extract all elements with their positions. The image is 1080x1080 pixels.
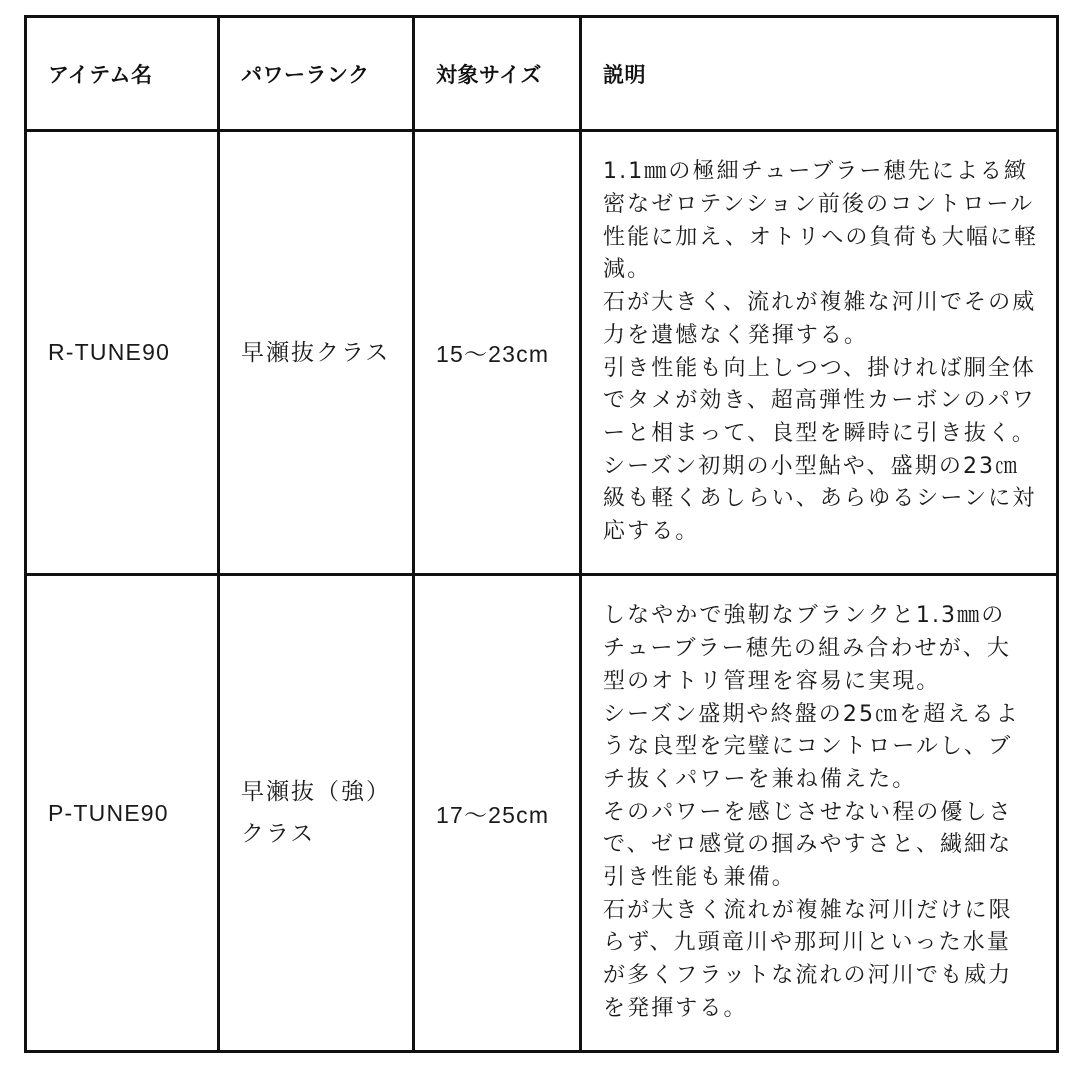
table-header [26, 17, 1058, 131]
description-line: 引き性能も向上しつつ、掛ければ胴全体 [603, 355, 1036, 381]
description-cell [581, 575, 1058, 1052]
description-line: ーと相まって、良型を瞬時に引き抜く。 [603, 420, 1036, 446]
description-line: 応する。 [603, 519, 700, 545]
description-line: 密なゼロテンション前後のコントロール [603, 191, 1035, 217]
description-line: 減。 [603, 257, 652, 283]
power-rank-cell [219, 575, 414, 1052]
description-line: 級も軽くあしらい、あらゆるシーンに対 [603, 486, 1037, 512]
description-line: 引き性能も兼備。 [603, 865, 796, 891]
description-line: で、ゼロ感覚の掴みやすさと、繊細な [603, 832, 1013, 858]
description-line: 性能に加え、オトリへの負荷も大幅に軽 [603, 224, 1039, 250]
description-line: そのパワーを感じさせない程の優しさ [603, 799, 1013, 825]
product-comparison-table-container [24, 15, 1056, 1053]
table-row [26, 575, 1058, 1052]
power-rank-cell [219, 131, 414, 575]
header-description: 説明 [581, 17, 1058, 131]
table-row [26, 131, 1058, 575]
description-line: を発揮する。 [603, 995, 748, 1021]
item-name-cell: P-TUNE90 [26, 575, 219, 1052]
description-line: 型のオトリ管理を容易に実現。 [603, 668, 941, 694]
table-body [26, 131, 1058, 1052]
description-line: 石が大きく、流れが複雑な河川でその威 [603, 290, 1037, 316]
description-line: 1.1㎜の極細チューブラー穂先による緻 [603, 159, 1029, 185]
description-cell [581, 131, 1058, 575]
description-line: らず、九頭竜川や那珂川といった水量 [603, 930, 1011, 956]
description-line: でタメが効き、超高弾性カーボンのパワ [603, 388, 1036, 414]
header-target-size: 対象サイズ [414, 17, 581, 131]
description-line: 力を遺憾なく発揮する。 [603, 322, 869, 348]
product-comparison-table [24, 15, 1059, 1053]
header-item-name: アイテム名 [26, 17, 219, 131]
description-line: シーズン盛期や終盤の25㎝を超えるよ [603, 701, 1020, 727]
description-line: チ抜くパワーを兼ね備えた。 [603, 766, 917, 792]
description-line: うな良型を完璧にコントロールし、ブ [603, 734, 1013, 760]
target-size-cell: 15〜23cm [414, 131, 581, 575]
power-rank-line: 早瀬抜クラス [241, 339, 391, 366]
header-row [26, 17, 1058, 131]
description-line: が多くフラットな流れの河川でも威力 [603, 963, 1013, 989]
item-name-cell: R-TUNE90 [26, 131, 219, 575]
description-line: シーズン初期の小型鮎や、盛期の23㎝ [603, 453, 1020, 479]
target-size-cell: 17〜25cm [414, 575, 581, 1052]
description-line: しなやかで強靭なブランクと1.3㎜の [603, 603, 1006, 629]
header-power-rank: パワーランク [219, 17, 414, 131]
power-rank-line: クラス [241, 821, 316, 847]
description-line: チューブラー穂先の組み合わせが、大 [603, 636, 1011, 662]
power-rank-line: 早瀬抜（強） [241, 779, 391, 805]
description-line: 石が大きく流れが複雑な河川だけに限 [603, 897, 1013, 923]
